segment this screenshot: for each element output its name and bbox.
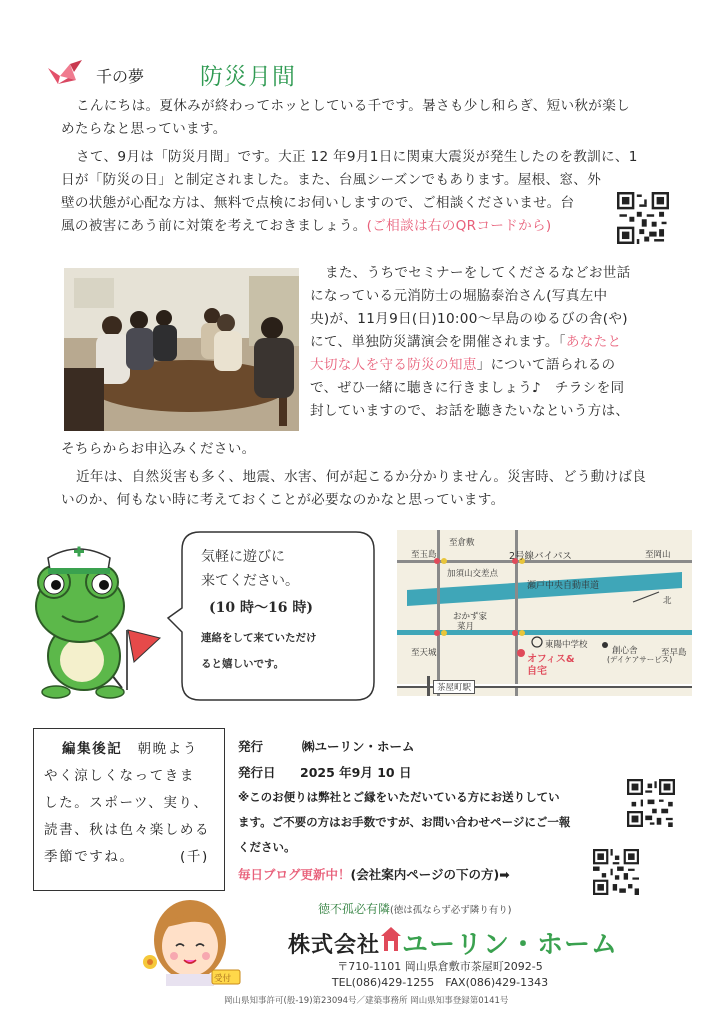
notice-line: ます。ご不要の方はお手数ですが、お問い合わせページにご一報 [238, 815, 571, 829]
home-icon [380, 926, 402, 952]
seminar-line: そちらからお申込みください。 [61, 441, 256, 457]
motto-line [318, 898, 511, 917]
map-label: 菜月 [457, 622, 475, 632]
editor-line: 季節ですね。 [44, 849, 135, 865]
qr-consult-note: (ご相談は右のQRコードから) [366, 218, 552, 234]
closing-line: いのか、何もない時に考えておくことが必要なのかなと思っています。 [61, 492, 505, 508]
issuer: ㈱ユーリン・ホーム [302, 739, 415, 754]
arrow-right-icon: ➡ [499, 867, 510, 882]
seminar-line: になっている元消防士の堀脇泰治さん(写真左中 [310, 288, 608, 304]
map-label: 東陽中学校 [545, 640, 588, 650]
paper-crane-icon [46, 58, 84, 86]
map-label: 北 [663, 596, 672, 606]
editor-line: した。スポーツ、実り、 [44, 795, 209, 811]
seminar-line: また、うちでセミナーをしてくださるなどお世話 [325, 265, 631, 281]
intro-line [61, 215, 551, 238]
map-label: 至天城 [411, 648, 437, 658]
map-label: 創心舎 [612, 646, 638, 656]
blog-note: (会社案内ページの下の方) [350, 867, 500, 882]
map-label: 至早島 [661, 648, 687, 658]
access-map [397, 530, 692, 696]
editor-line [62, 737, 198, 761]
map-label: 加須山交差点 [447, 569, 499, 579]
page-title: 防災月間 [200, 64, 296, 90]
map-label: 至玉島 [411, 550, 437, 560]
intro-line: さて、9月は「防災月間」です。大正 12 年9月1日に関東大震災が発生したのを教訓に、1 [76, 149, 638, 165]
contact-qr-code[interactable] [627, 779, 675, 827]
company-prefix: 株式会社 [288, 933, 381, 958]
license-info: 岡山県知事許可(般-19)第23094号／建築事務所 岡山県知事登録第0141号 [224, 996, 509, 1006]
editor-line: やく涼しくなってきま [44, 768, 195, 784]
blog-label: 毎日ブログ更新中！ [238, 867, 351, 882]
phone-fax: TEL(086)429-1255 FAX(086)429-1343 [331, 976, 549, 989]
editor-text: 朝晩よう [137, 741, 198, 757]
editor-heading: 編集後記 [62, 741, 123, 757]
intro-line: こんにちは。夏休みが終わってホッとしている千です。暑さも少し和らぎ、短い秋が楽し [76, 98, 630, 114]
motto: 徳不孤必有隣 [318, 902, 391, 916]
seminar-photo [64, 268, 299, 431]
seminar-highlight: 大切な人を守る防災の知恵 [310, 357, 477, 373]
seminar-line: 封していますので、お話を聴きたいなという方は、 [310, 403, 630, 419]
closing-line: 近年は、自然災害も多く、地震、水害、何が起こるか分かりません。災害時、どう動けば良 [76, 469, 647, 485]
seminar-line [310, 331, 621, 354]
map-office-label: オフィス& [527, 654, 575, 665]
issue-date: 2025 年9月 10 日 [300, 765, 412, 780]
map-station-label: 茶屋町駅 [433, 680, 475, 694]
seminar-line [310, 354, 615, 377]
issuer-label: 発行 [238, 739, 264, 754]
intro-line: めたらなと思っています。 [61, 121, 227, 137]
map-label: 至倉敷 [449, 538, 475, 548]
intro-line: 壁の状態が心配な方は、無料で点検にお伺いしますので、ご相談くださいませ。台 [61, 195, 575, 211]
frog-mascot-icon [22, 538, 182, 700]
map-label: 瀬戸中央自動車道 [527, 581, 600, 591]
brand-name: ユーリン・ホーム [402, 930, 619, 960]
map-office-label: 自宅 [527, 666, 547, 677]
column-name: 千の夢 [96, 67, 145, 86]
seminar-text: にて、単独防災講演会を開催されます。「 [310, 334, 566, 350]
consult-qr-code[interactable] [617, 192, 669, 244]
reception-badge: 受付 [214, 974, 232, 984]
issue-date-label: 発行日 [238, 765, 276, 780]
bubble-hours: (10 時～16 時) [209, 600, 313, 616]
seminar-text: 」について語られるの [476, 357, 616, 373]
blog-qr-code[interactable] [593, 849, 639, 895]
notice-line: ※このお便りは弊社とご縁をいただいている方にお送りしてい [238, 790, 560, 804]
seminar-line: で、ぜひ一緒に聴きに行きましょう♪ チラシを同 [310, 380, 625, 396]
bubble-note: 連絡をして来ていただけ [201, 632, 317, 644]
bubble-line: 気軽に遊びに [201, 549, 285, 565]
bubble-line: 来てください。 [201, 573, 299, 589]
intro-line: 日が「防災の日」と制定されました。また、台風シーズンでもあります。屋根、窓、外 [61, 172, 602, 188]
map-label: (デイケアサービス) [607, 655, 673, 664]
blog-line[interactable] [238, 865, 510, 883]
address: 〒710-1101 岡山県倉敷市茶屋町2092-5 [337, 960, 543, 973]
notice-line: ください。 [238, 840, 296, 854]
map-label: 2号線バイパス [509, 551, 572, 562]
intro-text: 風の被害にあう前に対策を考えておきましょう。 [61, 218, 367, 234]
map-label: 至岡山 [645, 550, 671, 560]
seminar-highlight: あなたと [565, 334, 622, 350]
bubble-note: ると嬉しいです。 [201, 658, 285, 670]
editor-line: 読書、秋は色々楽しめる [44, 822, 211, 838]
seminar-line: 央)が、11月9日(日)10:00～早島のゆるびの舎(や) [310, 311, 628, 327]
motto-note: (徳は孤ならず必ず隣り有り) [390, 905, 512, 916]
map-label: おかず家 [453, 612, 488, 622]
editor-signature: (千) [180, 849, 209, 865]
